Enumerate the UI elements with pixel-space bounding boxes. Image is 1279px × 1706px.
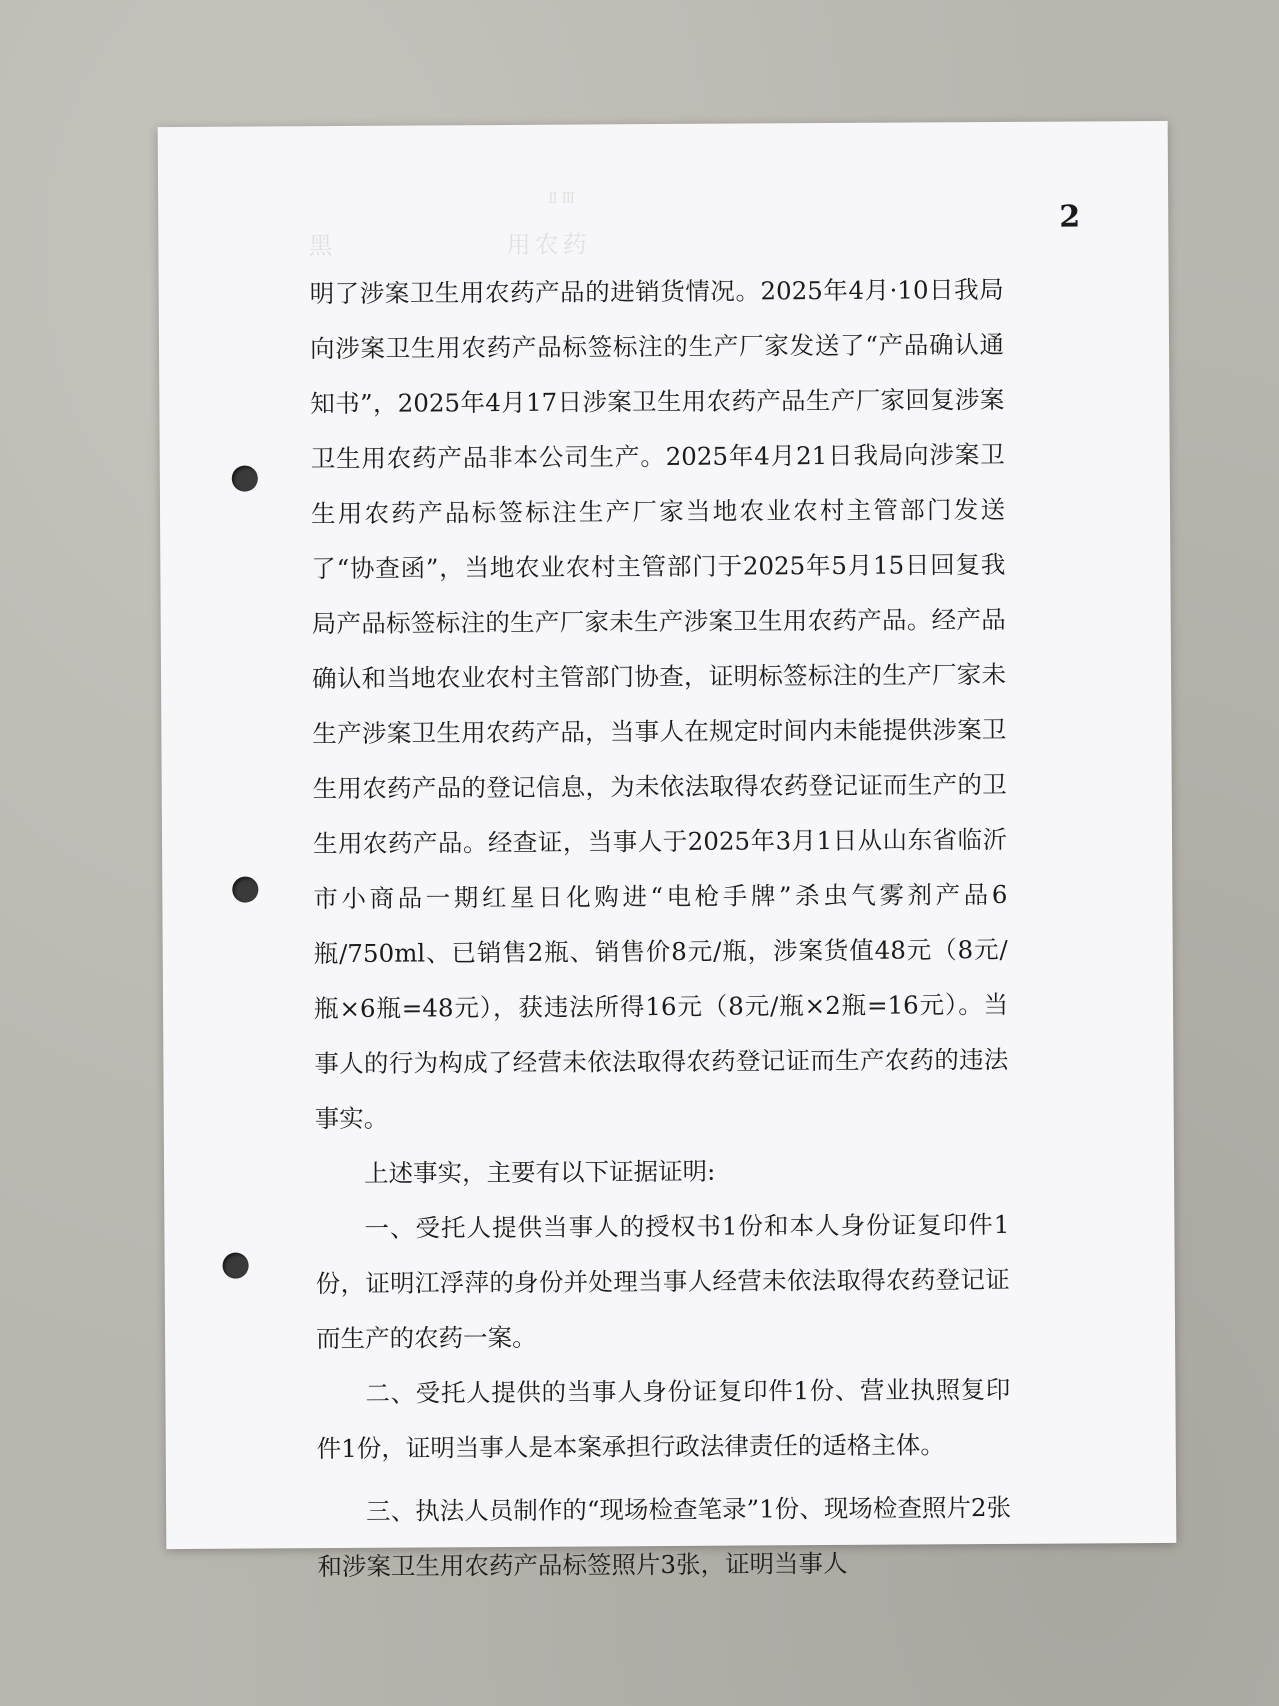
paragraph-evidence-3: 三、执法人员制作的“现场检查笔录”1份、现场检查照片2张和涉案卫生用农药产品标签照片3张，证明当事人: [317, 1492, 1012, 1582]
document-page: [158, 121, 1177, 1582]
punch-hole: [223, 1253, 249, 1279]
document-body: [310, 262, 1012, 1594]
punch-hole: [232, 465, 258, 491]
faint-header-text: 黑 用农药: [308, 230, 591, 261]
punch-hole: [232, 876, 258, 902]
paragraph-evidence-1: 一、受托人提供当事人的授权书1份和本人身份证复印件1份，证明江浮萍的身份并处理当事人经营未依法取得农药登记证而生产的农药一案。: [315, 1209, 1010, 1354]
faint-header-mark: ⅡⅢ: [548, 190, 580, 207]
paragraph-facts: 明了涉案卫生用农药产品的进销货情况。2025年4月·10日我局向涉案卫生用农药产品标签标注的生产厂家发送了“产品确认通知书”，2025年4月17日涉案卫生用农药产品生产厂家回复涉案卫生用农药产品非本公司生产。2025年4月21日我局向涉案卫生用农药产品标签标注生产厂家当地农业农村主管部门发送了“协查函”，当地农业农村主管部门于2025年5月15日回复我局产品标签标注的生产厂家未生产涉案卫生用农药产品。经产品确认和当地农业农村主管部门协查，证明标签标注的生产厂家未生产涉案卫生用农药产品，当事人在规定时间内未能提供涉案卫生用农药产品的登记信息，为未依法取得农药登记证而生产的卫生用农药产品。经查证，当事人于2025年3月1日从山东省临沂市小商品一期红星日化购进“电枪手牌”杀虫气雾剂产品6瓶/750ml、已销售2瓶、销售价8元/瓶，涉案货值48元（8元/瓶×6瓶=48元），获违法所得16元（8元/瓶×2瓶=16元）。当事人的行为构成了经营未依法取得农药登记证而生产农药的违法事实。: [309, 274, 1009, 1134]
paragraph-evidence-2: 二、受托人提供的当事人身份证复印件1份、营业执照复印件1份，证明当事人是本案承担行政法律责任的适格主体。: [316, 1374, 1011, 1464]
page-number: 2: [1059, 199, 1081, 235]
paragraph-evidence-intro: 上述事实，主要有以下证据证明:: [363, 1156, 716, 1188]
